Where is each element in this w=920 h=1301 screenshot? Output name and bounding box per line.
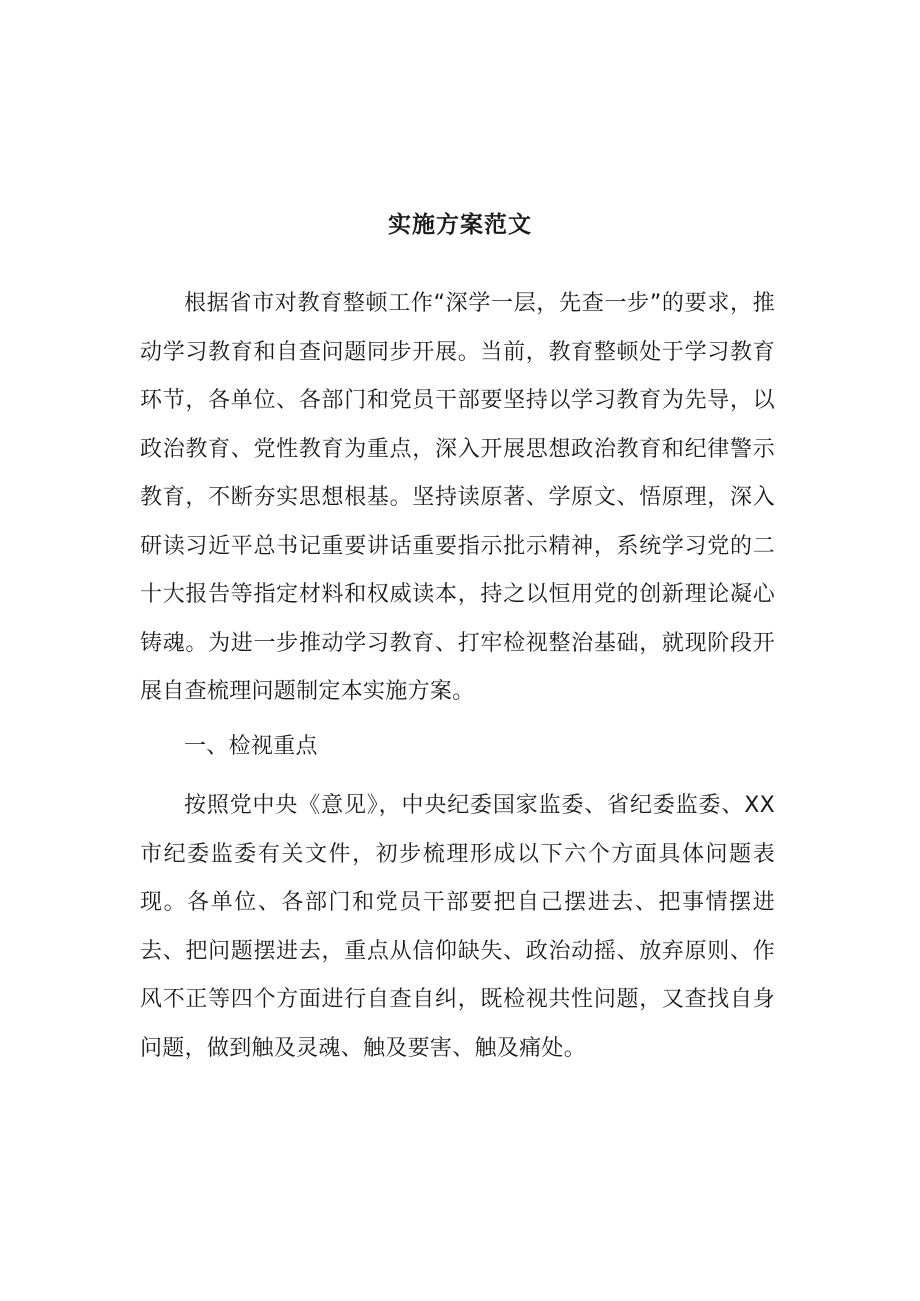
- document-title: 实施方案范文: [388, 212, 532, 238]
- intro-paragraph: 根据省市对教育整顿工作“深学一层，先查一步”的要求，推动学习教育和自查问题同步开展。当前，教育整顿处于学习教育环节，各单位、各部门和党员干部要坚持以学习教育为先导，以政治教育、党性教育为重点，深入开展思想政治教育和纪律警示教育，不断夯实思想根基。坚持读原著、学原文、悟原理，深入研读习近平总书记重要讲话重要指示批示精神，系统学习党的二十大报告等指定材料和权威读本，持之以恒用党的创新理论凝心铸魂。为进一步推动学习教育、打牢检视整治基础，就现阶段开展自查梳理问题制定本实施方案。: [140, 291, 775, 704]
- section-heading-inspection-focus: 一、检视重点: [184, 734, 318, 759]
- section-paragraph-inspection-focus: 按照党中央《意见》，中央纪委国家监委、省纪委监委、XX市纪委监委有关文件，初步梳理形成以下六个方面具体问题表现。各单位、各部门和党员干部要把自己摆进去、把事情摆进去、把问题摆进去，重点从信仰缺失、政治动摇、放弃原则、作风不正等四个方面进行自查自纠，既检视共性问题，又查找自身问题，做到触及灵魂、触及要害、触及痛处。: [140, 793, 775, 1061]
